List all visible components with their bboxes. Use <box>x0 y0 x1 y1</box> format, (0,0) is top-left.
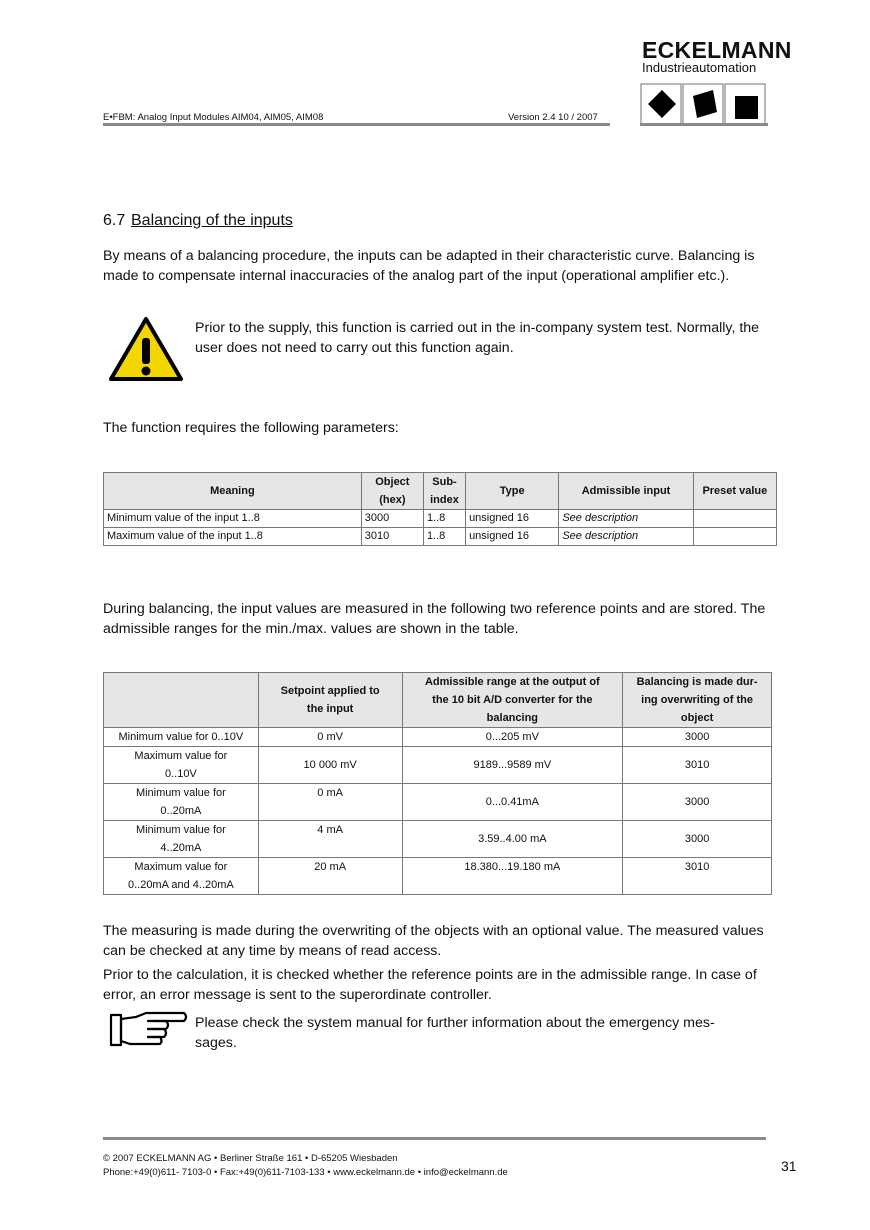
logo-subtitle: Industrieautomation <box>642 60 757 75</box>
cell-range: 0...205 mV <box>402 728 623 747</box>
cell-meaning: Minimum value of the input 1..8 <box>104 510 362 528</box>
table-row <box>104 858 772 895</box>
cell-admissible: See description <box>559 510 693 528</box>
header-subindex: Sub- index <box>423 473 465 510</box>
document-title: E•FBM: Analog Input Modules AIM04, AIM05, AIM08 <box>103 112 324 123</box>
table-header-row <box>104 673 772 728</box>
eckelmann-logo-icon <box>640 82 768 126</box>
cell-setpoint: 0 mA <box>258 784 402 821</box>
cell-label: Minimum value for 0..20mA <box>104 784 259 821</box>
cell-range: 0...0.41mA <box>402 784 623 821</box>
table-row <box>104 528 777 546</box>
header-admissible-range: Admissible range at the output of the 10 bit A/D converter for the balancing <box>402 673 623 728</box>
cell-label: Maximum value for 0..20mA and 4..20mA <box>104 858 259 895</box>
table-row <box>104 784 772 821</box>
header-meaning: Meaning <box>104 473 362 510</box>
calculation-paragraph: Prior to the calculation, it is checked whether the reference points are in the admissible range. In case of error, an error message is sent to the superordinate controller. <box>103 967 757 1003</box>
cell-setpoint: 20 mA <box>258 858 402 895</box>
cell-object: 3010 <box>623 858 772 895</box>
cell-setpoint: 0 mV <box>258 728 402 747</box>
section-number: 6.7 <box>103 212 126 229</box>
cell-object: 3000 <box>623 821 772 858</box>
cell-setpoint: 10 000 mV <box>258 747 402 784</box>
cell-preset <box>693 510 776 528</box>
note-text: Please check the system manual for further information about the emergency mes-sages. <box>195 1015 715 1051</box>
document-version: Version 2.4 10 / 2007 <box>508 112 598 123</box>
cell-object: 3000 <box>361 510 423 528</box>
header-rule <box>103 123 610 126</box>
footer-address: © 2007 ECKELMANN AG • Berliner Straße 161 • D-65205 Wiesbaden <box>103 1153 398 1164</box>
header-blank <box>104 673 259 728</box>
cell-object: 3010 <box>361 528 423 546</box>
cell-type: unsigned 16 <box>466 528 559 546</box>
cell-admissible: See description <box>559 528 693 546</box>
warning-triangle-icon <box>108 316 184 382</box>
cell-meaning: Maximum value of the input 1..8 <box>104 528 362 546</box>
table-row <box>104 747 772 784</box>
cell-setpoint: 4 mA <box>258 821 402 858</box>
logo-name: ECKELMANN <box>642 37 792 63</box>
cell-object: 3000 <box>623 784 772 821</box>
header-object: Object (hex) <box>361 473 423 510</box>
table-header-row <box>104 473 777 510</box>
table-row <box>104 728 772 747</box>
cell-object: 3000 <box>623 728 772 747</box>
balancing-paragraph: During balancing, the input values are measured in the following two reference points and are stored. The admissible ranges for the min./max. values are shown in the table. <box>103 601 766 637</box>
cell-object: 3010 <box>623 747 772 784</box>
header-type: Type <box>466 473 559 510</box>
cell-range: 18.380...19.180 mA <box>402 858 623 895</box>
table-row <box>104 821 772 858</box>
cell-subindex: 1..8 <box>423 528 465 546</box>
header-setpoint: Setpoint applied to the input <box>258 673 402 728</box>
measuring-paragraph: The measuring is made during the overwriting of the objects with an optional value. The measured values can be checked at any time by means of read access. <box>103 923 764 959</box>
cell-label: Maximum value for 0..10V <box>104 747 259 784</box>
parameters-table <box>103 472 777 546</box>
cell-range: 9189...9589 mV <box>402 747 623 784</box>
balancing-table <box>103 672 772 895</box>
footer-text <box>103 1152 508 1180</box>
cell-type: unsigned 16 <box>466 510 559 528</box>
header-admissible-input: Admissible input <box>559 473 693 510</box>
pointing-hand-icon <box>108 1010 188 1050</box>
warning-text: Prior to the supply, this function is carried out in the in-company system test. Normally, the user does not need to carry out this function again. <box>195 320 760 356</box>
header-preset-value: Preset value <box>693 473 776 510</box>
footer-contact: Phone:+49(0)611- 7103-0 • Fax:+49(0)611-7103-133 • www.eckelmann.de • info@eckelmann.de <box>103 1167 508 1178</box>
cell-preset <box>693 528 776 546</box>
section-title: Balancing of the inputs <box>131 212 293 229</box>
cell-range: 3.59..4.00 mA <box>402 821 623 858</box>
cell-label: Minimum value for 0..10V <box>104 728 259 747</box>
cell-label: Minimum value for 4..20mA <box>104 821 259 858</box>
page-number: 31 <box>781 1158 797 1174</box>
header-balancing-object: Balancing is made dur- ing overwriting of the object <box>623 673 772 728</box>
parameters-intro: The function requires the following parameters: <box>103 420 399 436</box>
footer-rule <box>103 1137 766 1140</box>
cell-subindex: 1..8 <box>423 510 465 528</box>
table-row <box>104 510 777 528</box>
intro-paragraph: By means of a balancing procedure, the inputs can be adapted in their characteristic curve. Balancing is made to compensate internal inaccuracies of the analog part of the input (operational amplifier etc.). <box>103 248 755 284</box>
